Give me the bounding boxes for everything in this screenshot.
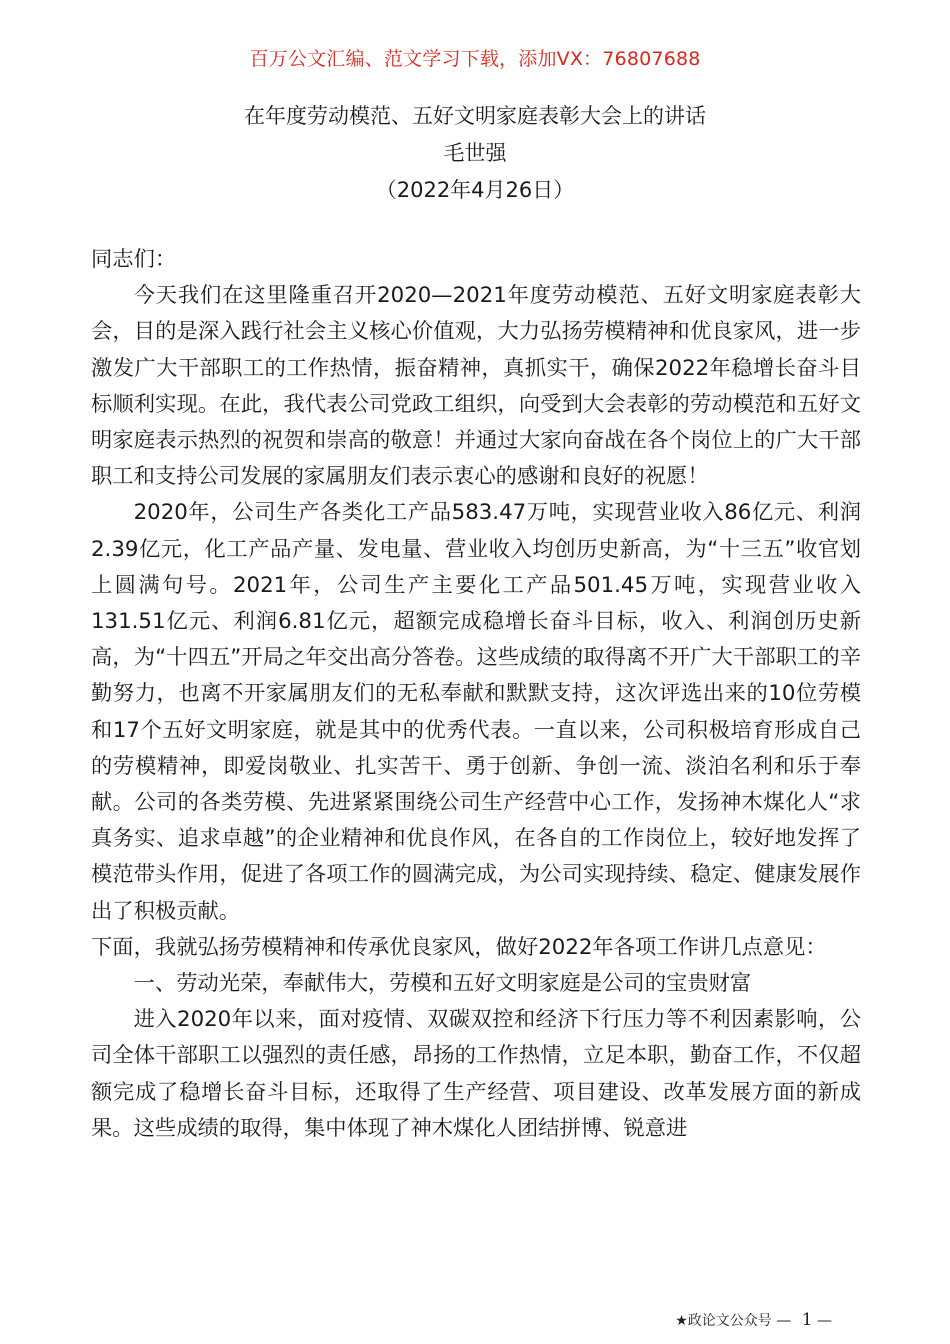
footer-dash-left: — <box>776 1311 792 1329</box>
document-body <box>91 242 861 1147</box>
document-title: 在年度劳动模范、五好文明家庭表彰大会上的讲话 <box>244 104 706 128</box>
footer-dash-right: — <box>817 1311 832 1329</box>
document-author: 毛世强 <box>443 141 507 165</box>
paragraph-section-1: 进入2020年以来，面对疫情、双碳双控和经济下行压力等不利因素影响，公司全体干部职工以强烈的责任感，昂扬的工作热情，立足本职，勤奋工作，不仅超额完成了稳增长奋斗目标，还取得了生产经营、项目建设、改革发展方面的新成果。这些成绩的取得，集中体现了神木煤化人团结拼博、锐意进 <box>91 1007 861 1141</box>
page-footer <box>675 1310 832 1331</box>
paragraph-transition: 下面，我就弘扬劳模精神和传承优良家风，做好2022年各项工作讲几点意见： <box>91 934 827 960</box>
section-heading-1: 一、劳动光荣，奉献伟大，劳模和五好文明家庭是公司的宝贵财富 <box>133 971 752 997</box>
salutation: 同志们： <box>91 247 177 272</box>
footer-source: ★政论文公众号 <box>675 1313 772 1329</box>
paragraph-opening: 今天我们在这里隆重召开2020—2021年度劳动模范、五好文明家庭表彰大会，目的是深入践行社会主义核心价值观，大力弘扬劳模精神和优良家风，进一步激发广大干部职工的工作热情，振奋精神，真抓实干，确保2022年稳增长奋斗目标顺利实现。在此，我代表公司党政工组织，向受到大会表彰的劳动模范和五好文明家庭表示热烈的祝贺和崇高的敬意！并通过大家向奋战在各个岗位上的广大干部职工和支持公司发展的家属朋友们表示衷心的感谢和良好的祝愿！ <box>91 283 861 490</box>
paragraph-achievements: 2020年，公司生产各类化工产品583.47万吨，实现营业收入86亿元、利润2.39亿元，化工产品产量、发电量、营业收入均创历史新高，为“十三五”收官划上圆满句号。2021年，公司生产主要化工产品501.45万吨，实现营业收入131.51亿元、利润6.81亿元，超额完成稳增长奋斗目标，收入、利润创历史新高，为“十四五”开局之年交出高分答卷。这些成绩的取得离不开广大干部职工的辛勤努力，也离不开家属朋友们的无私奉献和默默支持，这次评选出来的10位劳模和17个五好文明家庭，就是其中的优秀代表。一直以来，公司积极培育形成自己的劳模精神，即爱岗敬业、扎实苦干、勇于创新、争创一流、淡泊名利和乐于奉献。公司的各类劳模、先进紧紧围绕公司生产经营中心工作，发扬神木煤化人“求真务实、追求卓越”的企业精神和优良作风，在各自的工作岗位上，较好地发挥了模范带头作用，促进了各项工作的圆满完成，为公司实现持续、稳定、健康发展作出了积极贡献。 <box>91 500 861 924</box>
document-date: （2022年4月26日） <box>375 178 575 202</box>
document-header <box>0 98 950 209</box>
promo-banner: 百万公文汇编、范文学习下载，添加VX：76807688 <box>249 48 701 70</box>
page-number: 1 <box>801 1310 813 1330</box>
